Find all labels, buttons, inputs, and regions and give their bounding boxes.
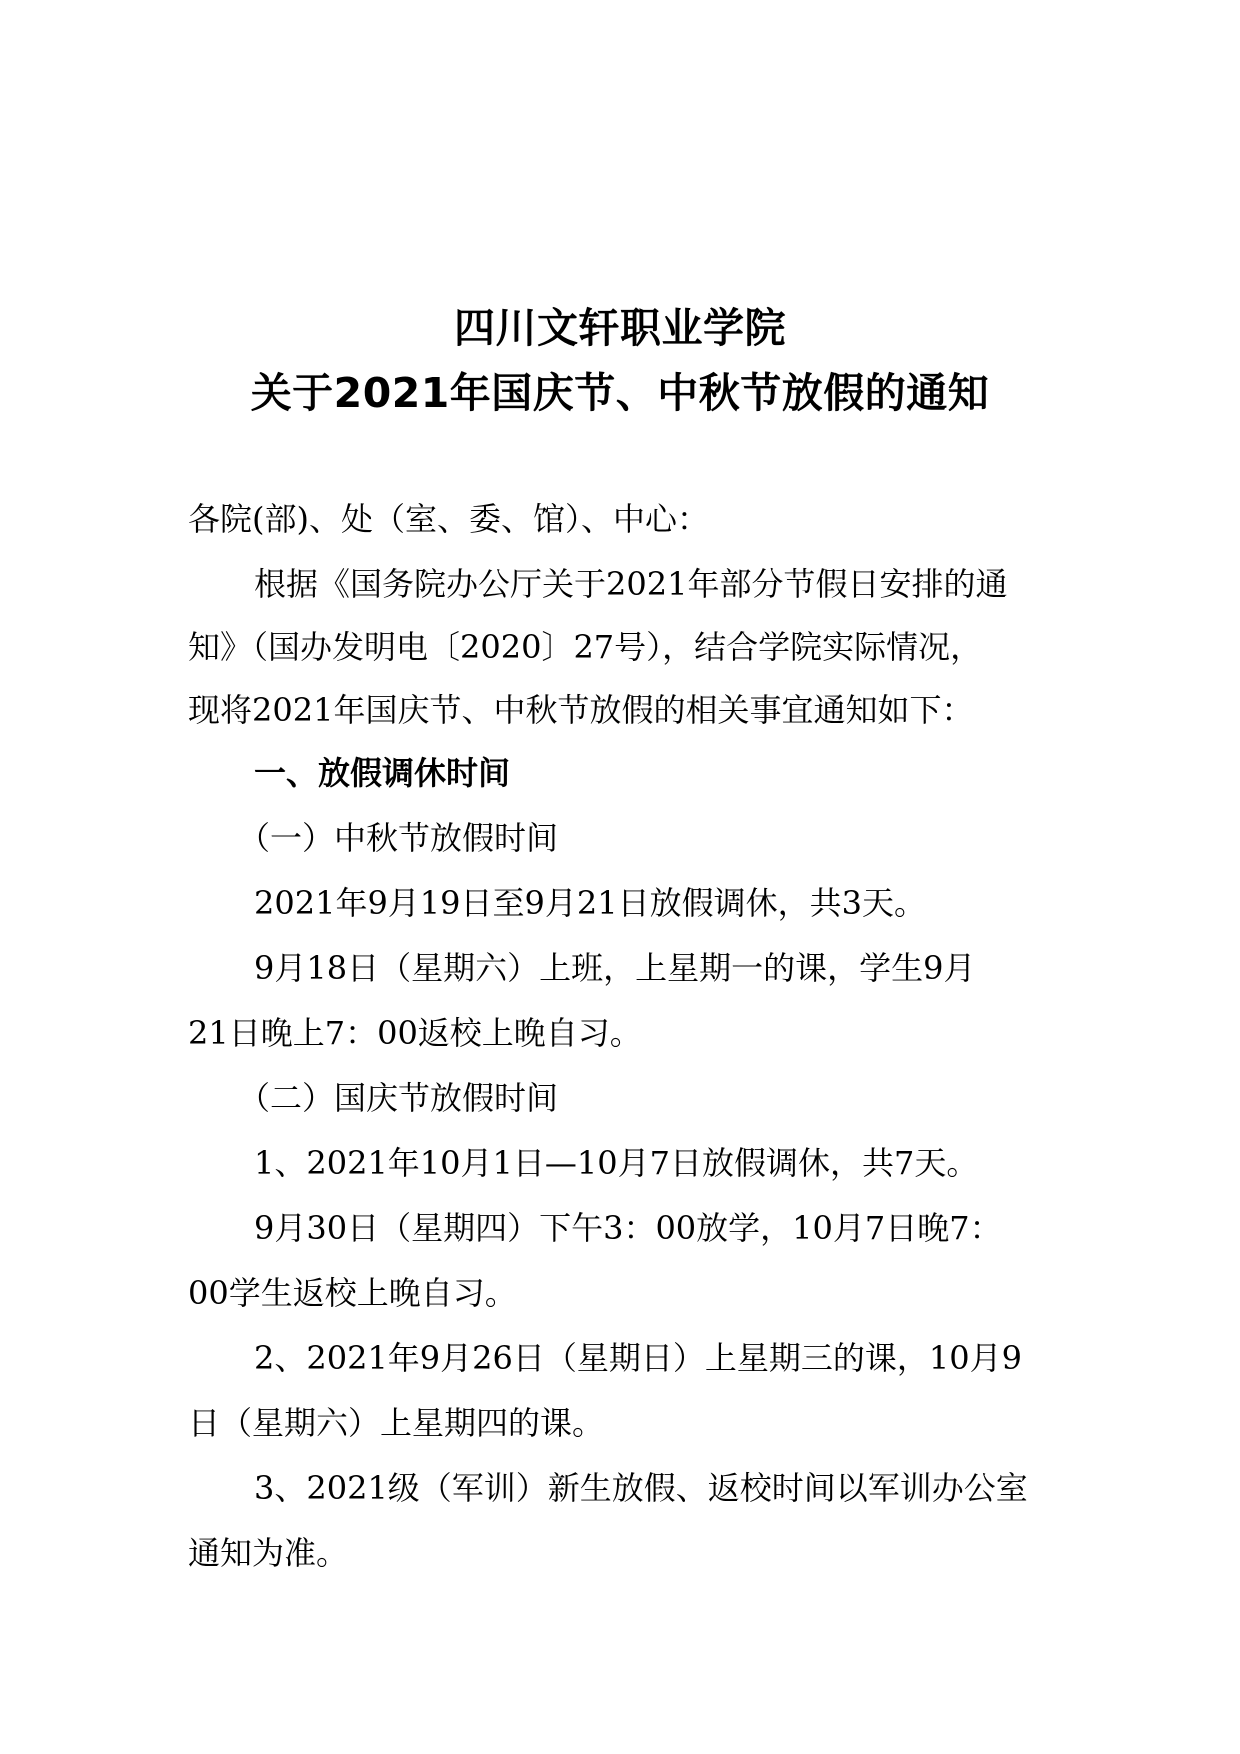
document-title-institution: 四川文轩职业学院 — [454, 304, 786, 352]
national-day-item-1-detail: 00学生返校上晚自习。 — [188, 1274, 517, 1312]
national-day-item-1-detail: 9月30日（星期四）下午3：00放学，10月7日晚7： — [254, 1209, 1002, 1247]
national-day-item-3: 3、2021级（军训）新生放假、返校时间以军训办公室 — [254, 1469, 1028, 1507]
national-day-item-2: 2、2021年9月26日（星期日）上星期三的课，10月9 — [254, 1339, 1022, 1377]
national-day-item-2: 日（星期六）上星期四的课。 — [188, 1404, 605, 1442]
national-day-item-1: 1、2021年10月1日—10月7日放假调休，共7天。 — [254, 1144, 979, 1182]
intro-line: 根据《国务院办公厅关于2021年部分节假日安排的通 — [254, 565, 1008, 603]
mid-autumn-workday-line: 9月18日（星期六）上班，上星期一的课，学生9月 — [254, 949, 976, 987]
national-day-item-3: 通知为准。 — [188, 1534, 349, 1572]
subsection-heading-national-day: （二）国庆节放假时间 — [238, 1079, 559, 1117]
mid-autumn-workday-line: 21日晚上7：00返校上晚自习。 — [188, 1014, 642, 1052]
subsection-heading-mid-autumn: （一）中秋节放假时间 — [238, 819, 559, 857]
salutation: 各院(部)、处（室、委、馆）、中心： — [188, 500, 709, 538]
mid-autumn-period: 2021年9月19日至9月21日放假调休，共3天。 — [254, 884, 926, 922]
intro-line: 知》（国办发明电〔2020〕27号），结合学院实际情况， — [188, 628, 983, 666]
intro-line: 现将2021年国庆节、中秋节放假的相关事宜通知如下： — [188, 691, 974, 729]
document-title-subject: 关于2021年国庆节、中秋节放假的通知 — [250, 369, 990, 417]
section-heading: 一、放假调休时间 — [254, 754, 511, 792]
